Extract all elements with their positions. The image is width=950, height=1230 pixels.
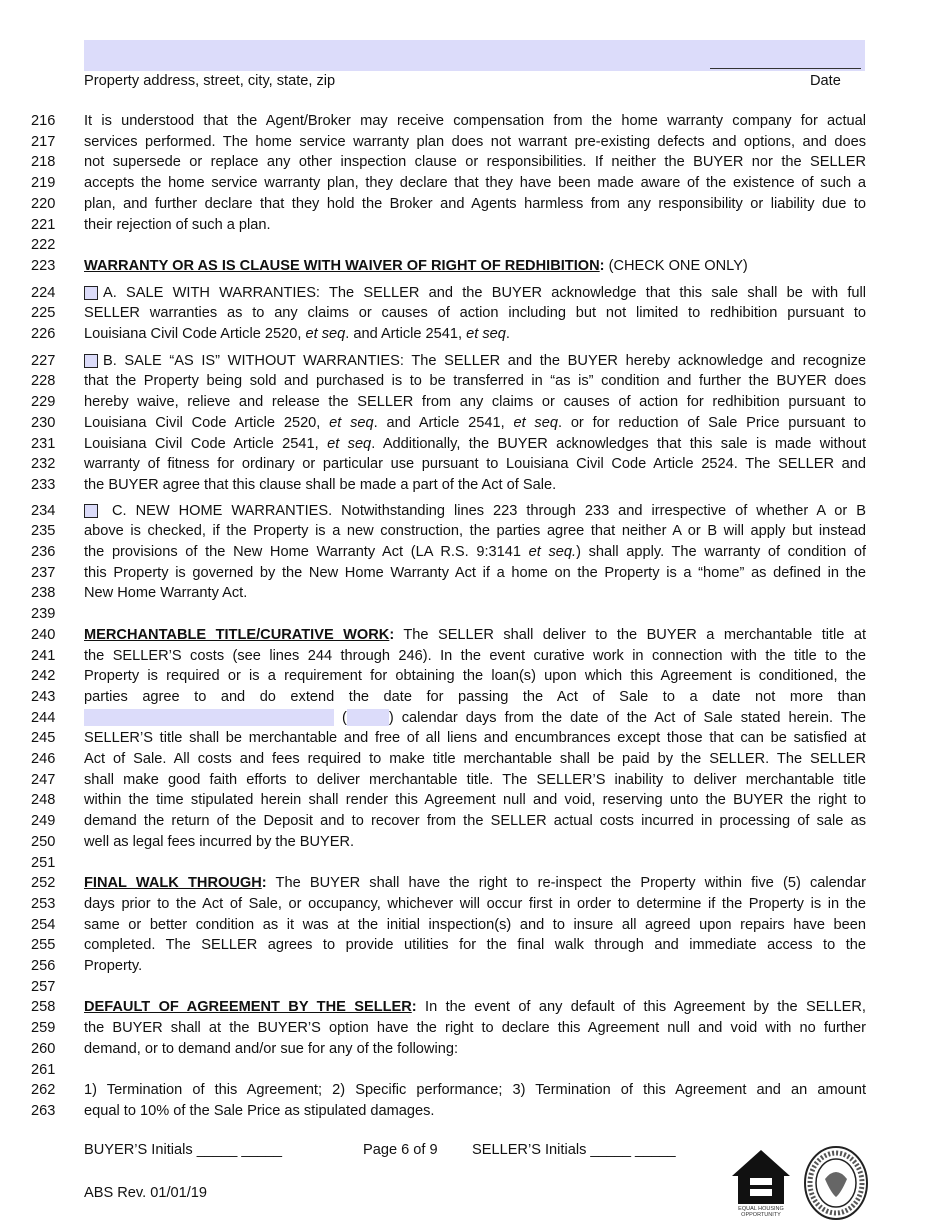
document-line: [0, 749, 950, 769]
line-number: 249: [31, 813, 56, 830]
document-line: [0, 625, 950, 645]
line-text: [84, 283, 866, 303]
document-line: [0, 956, 950, 976]
document-line: [0, 324, 950, 344]
line-number: 252: [31, 875, 56, 892]
line-number: 224: [31, 284, 56, 301]
line-text: [84, 935, 866, 955]
text-segment: not supersede or replace any other inspection clause or responsibilities. If neither the BUYER nor the SELLER: [84, 154, 866, 171]
document-line: [0, 646, 950, 666]
text-segment: demand the return of the Deposit and to recover from the SELLER actual costs incurred in processing of sale as: [84, 813, 866, 830]
line-text: [84, 152, 866, 172]
text-segment: warranty of fitness for ordinary or particular use pursuant to Louisiana Civil Code Article 2524. The SELLER and: [84, 456, 866, 473]
line-number: 263: [31, 1102, 56, 1119]
checkbox-warranty-a[interactable]: [84, 286, 98, 300]
text-segment: (CHECK ONE ONLY): [604, 257, 748, 274]
line-text: [84, 215, 866, 235]
date-field-line[interactable]: [710, 68, 861, 69]
line-text: [84, 770, 866, 790]
text-segment: SELLER’S title shall be merchantable and free of all liens and encumbrances except those that can be satisfied at: [84, 730, 866, 747]
document-line: [0, 666, 950, 686]
section-heading: DEFAULT OF AGREEMENT BY THE SELLER: [84, 999, 412, 1016]
line-number: 229: [31, 394, 56, 411]
text-segment: Property.: [84, 958, 143, 974]
text-segment: that the Property being sold and purchased is to be transferred in “as is” condition and further the BUYER does: [84, 373, 866, 390]
text-segment: .: [505, 326, 510, 342]
line-number: 257: [31, 978, 56, 995]
text-segment: the SELLER’S costs (see lines 244 through 246). In the event curative work in connection with the title to the: [84, 647, 866, 664]
document-line: [0, 475, 950, 495]
line-text: [84, 977, 866, 997]
document-line: [0, 770, 950, 790]
document-line: [0, 152, 950, 172]
text-segment: :: [411, 999, 417, 1016]
line-number: 244: [31, 709, 56, 726]
curative-date-field[interactable]: [84, 709, 334, 726]
document-line: [0, 853, 950, 873]
text-segment: :: [599, 257, 605, 274]
document-line: [0, 1039, 950, 1059]
line-text: ( ) calendar days from the date of the Act of Sale stated herein. The: [84, 708, 866, 728]
text-segment: et seq: [305, 326, 346, 342]
document-line: [0, 413, 950, 433]
text-segment: A. SALE WITH WARRANTIES: The SELLER and the BUYER acknowledge that this sale shall be with full: [103, 284, 866, 301]
text-segment: Act of Sale. All costs and fees required to make title merchantable shall be paid by the SELLER. The SELLER: [84, 751, 866, 767]
line-number: 227: [31, 352, 56, 369]
line-number: 235: [31, 523, 56, 540]
line-text: [84, 501, 866, 521]
document-line: [0, 790, 950, 810]
line-text: [84, 915, 866, 935]
line-number: 254: [31, 916, 56, 933]
document-line: [0, 392, 950, 412]
line-number: 247: [31, 771, 56, 788]
line-text: [84, 687, 866, 707]
text-segment: . and Article 2541,: [373, 414, 514, 431]
line-text: [84, 111, 866, 131]
line-number: 234: [31, 502, 56, 519]
property-address-label: Property address, street, city, state, zip: [84, 73, 336, 89]
document-line: [0, 256, 950, 276]
line-number: 246: [31, 751, 56, 767]
line-text: [84, 1101, 866, 1121]
line-text: [84, 132, 866, 152]
line-text: [84, 256, 866, 276]
line-number: 261: [31, 1061, 56, 1078]
document-line: [0, 935, 950, 955]
text-segment: SELLER warranties as to any claims or causes of action including but not limited to redhibition pursuant to: [84, 305, 866, 322]
line-number: 226: [31, 326, 56, 342]
text-segment: above is checked, if the Property is a new construction, the parties agree that neither A or B will apply but instead: [84, 523, 866, 540]
document-line: [0, 371, 950, 391]
document-line: [0, 1060, 950, 1080]
document-line: [0, 687, 950, 707]
line-number: 259: [31, 1020, 56, 1037]
line-text: [84, 303, 866, 323]
line-number: 253: [31, 895, 56, 912]
section-heading: FINAL WALK THROUGH: [84, 875, 262, 892]
equal-housing-opportunity-logo: [730, 1148, 792, 1218]
document-line: [0, 604, 950, 624]
document-line: [0, 708, 950, 728]
line-text: [84, 604, 866, 624]
document-line: [0, 501, 950, 521]
line-text: [84, 454, 866, 474]
line-text: [84, 563, 866, 583]
line-text: [84, 873, 866, 893]
document-line: [0, 563, 950, 583]
line-number: 230: [31, 414, 56, 431]
text-segment: same or better condition as it was at the initial inspection(s) and to insure all agreed upon repairs have been: [84, 916, 866, 933]
text-segment: The BUYER shall have the right to re-inspect the Property within five (5) calendar: [266, 875, 866, 892]
line-text: [84, 351, 866, 371]
line-number: 240: [31, 626, 56, 643]
line-text: [84, 583, 866, 603]
line-text: [84, 790, 866, 810]
text-segment: parties agree to and do extend the date for passing the Act of Sale to a date not more than: [84, 688, 866, 705]
line-text: [84, 853, 866, 873]
text-segment: well as legal fees incurred by the BUYER.: [84, 833, 355, 850]
line-text: [84, 235, 866, 255]
line-text: [84, 646, 866, 666]
text-segment: completed. The SELLER agrees to provide utilities for the final walk through and immediate access to the: [84, 937, 866, 954]
line-number: 251: [31, 854, 56, 871]
line-text: [84, 475, 866, 495]
text-segment: C. NEW HOME WARRANTIES. Notwithstanding lines 223 through 233 and irrespective of whether A or B: [103, 502, 866, 519]
line-number: 248: [31, 792, 56, 809]
text-segment: In the event of any default of this Agreement by the SELLER,: [416, 999, 866, 1016]
revision-label: ABS Rev. 01/01/19: [84, 1185, 208, 1201]
text-segment: et seq: [513, 414, 558, 431]
line-text: [84, 666, 866, 686]
date-label: Date: [810, 73, 841, 89]
line-text: [84, 956, 866, 976]
line-number: 236: [31, 544, 56, 560]
line-text: [84, 194, 866, 214]
line-number: 256: [31, 958, 56, 974]
text-segment: et seq: [327, 435, 372, 452]
text-segment: the BUYER shall at the BUYER’S option have the right to declare this Agreement null and void with no further: [84, 1020, 866, 1037]
line-number: 238: [31, 585, 56, 602]
line-number: 222: [31, 237, 56, 254]
text-segment: The SELLER shall deliver to the BUYER a merchantable title at: [394, 626, 866, 643]
document-line: [0, 283, 950, 303]
line-text: [84, 1060, 866, 1080]
text-segment: et seq: [466, 326, 506, 342]
document-line: [0, 542, 950, 562]
svg-text:OPPORTUNITY: OPPORTUNITY: [741, 1212, 781, 1218]
line-number: 219: [31, 175, 56, 192]
line-number: 228: [31, 373, 56, 390]
line-text: [84, 894, 866, 914]
text-segment: Louisiana Civil Code Article 2520,: [84, 326, 306, 342]
text-segment: Louisiana Civil Code Article 2541,: [84, 435, 328, 452]
document-line: [0, 132, 950, 152]
text-segment: :: [389, 626, 395, 643]
line-number: 233: [31, 476, 56, 493]
line-text: [84, 413, 866, 433]
text-segment: plan, and further declare that they hold the Broker and Agents harmless from any responsibility or liability due to: [84, 195, 866, 212]
property-address-field[interactable]: [84, 40, 865, 71]
document-line: [0, 583, 950, 603]
text-segment: this Property is governed by the New Home Warranty Act if a home on the Property is a “home” as defined in the: [84, 564, 866, 581]
document-line: [0, 1080, 950, 1100]
line-number: 216: [31, 113, 56, 129]
document-line: [0, 728, 950, 748]
document-line: [0, 521, 950, 541]
line-number: 232: [31, 456, 56, 473]
line-number: 223: [31, 257, 56, 274]
text-segment: the BUYER agree that this clause shall be made a part of the Act of Sale.: [84, 476, 557, 493]
document-line: [0, 111, 950, 131]
text-segment: shall make good faith efforts to deliver merchantable title. The SELLER’S inability to deliver merchantable title: [84, 771, 866, 788]
checkbox-warranty-c[interactable]: [84, 504, 98, 518]
document-line: [0, 303, 950, 323]
text-segment: hereby waive, relieve and release the SELLER from any claims or causes of action for redhibition pursuant to: [84, 394, 866, 411]
line-text: [84, 371, 866, 391]
document-line: [0, 873, 950, 893]
line-number: 258: [31, 999, 56, 1016]
text-segment: services performed. The home service warranty plan does not warrant pre-existing defects and options, and does: [84, 133, 866, 150]
text-segment: days prior to the Act of Sale, or occupancy, whichever will occur first in order to determine if the Property is in the: [84, 895, 866, 912]
line-number: 243: [31, 688, 56, 705]
line-text: [84, 434, 866, 454]
section-heading: WARRANTY OR AS IS CLAUSE WITH WAIVER OF RIGHT OF REDHIBITION: [84, 257, 600, 274]
checkbox-warranty-b[interactable]: [84, 354, 98, 368]
text-segment: equal to 10% of the Sale Price as stipulated damages.: [84, 1102, 435, 1119]
text-segment: . and Article 2541,: [345, 326, 467, 342]
line-number: 217: [31, 133, 56, 150]
document-line: [0, 811, 950, 831]
buyer-initials[interactable]: BUYER’S Initials _____ _____: [84, 1142, 282, 1158]
text-segment: Property is required or is a requirement for obtaining the loan(s) upon which this Agreement is conditioned, the: [84, 668, 866, 685]
text-segment: Louisiana Civil Code Article 2520,: [84, 414, 330, 431]
document-line: [0, 173, 950, 193]
louisiana-real-estate-commission-seal: [803, 1145, 869, 1221]
document-line: [0, 894, 950, 914]
text-segment: et seq: [329, 414, 374, 431]
text-segment: ) calendar days from the date of the Act of Sale stated herein. The: [388, 709, 866, 726]
line-number: 260: [31, 1040, 56, 1057]
line-text: [84, 749, 866, 769]
text-segment: demand, or to demand and/or sue for any of the following:: [84, 1040, 458, 1057]
document-line: [0, 434, 950, 454]
line-number: 262: [31, 1082, 56, 1099]
text-segment: et seq.: [528, 544, 577, 560]
line-text: [84, 625, 866, 645]
section-heading: MERCHANTABLE TITLE/CURATIVE WORK: [84, 626, 390, 643]
text-segment: within the time stipulated herein shall render this Agreement null and void, reserving unto the BUYER the right to: [84, 792, 866, 809]
line-number: 242: [31, 668, 56, 685]
line-text: [84, 521, 866, 541]
text-segment: 1) Termination of this Agreement; 2) Specific performance; 3) Termination of this Agreement and an amount: [84, 1082, 866, 1099]
line-number: 225: [31, 305, 56, 322]
document-line: [0, 351, 950, 371]
line-number: 245: [31, 730, 56, 747]
line-number: 218: [31, 154, 56, 171]
line-text: [84, 173, 866, 193]
line-number: 237: [31, 564, 56, 581]
text-segment: B. SALE “AS IS” WITHOUT WARRANTIES: The SELLER and the BUYER hereby acknowledge and recognize: [103, 352, 866, 369]
line-number: 221: [31, 216, 56, 233]
text-segment: their rejection of such a plan.: [84, 216, 271, 233]
document-line: [0, 1101, 950, 1121]
line-text: [84, 1018, 866, 1038]
line-number: 255: [31, 937, 56, 954]
page-number: Page 6 of 9: [363, 1142, 438, 1158]
line-text: [84, 832, 866, 852]
document-line: [0, 915, 950, 935]
line-text: [84, 392, 866, 412]
line-number: 241: [31, 647, 56, 664]
line-text: [84, 1080, 866, 1100]
text-segment: . Additionally, the BUYER acknowledges that this sale is made without: [371, 435, 866, 452]
text-segment: New Home Warranty Act.: [84, 585, 248, 602]
line-number: 220: [31, 195, 56, 212]
text-segment: accepts the home service warranty plan, they declare that they have been made aware of the existence of such a: [84, 175, 866, 192]
line-number: 231: [31, 435, 56, 452]
document-line: [0, 215, 950, 235]
text-segment: the provisions of the New Home Warranty Act (LA R.S. 9:3141: [84, 544, 529, 560]
document-line: [0, 235, 950, 255]
line-text: [84, 997, 866, 1017]
line-text: [84, 542, 866, 562]
document-line: [0, 194, 950, 214]
document-line: [0, 1018, 950, 1038]
line-text: [84, 1039, 866, 1059]
document-line: [0, 832, 950, 852]
line-text: [84, 811, 866, 831]
text-segment: ) shall apply. The warranty of condition of: [576, 544, 866, 560]
line-text: [84, 728, 866, 748]
text-segment: . or for reduction of Sale Price pursuant to: [557, 414, 866, 431]
document-line: [0, 454, 950, 474]
line-text: [84, 324, 866, 344]
seller-initials[interactable]: SELLER’S Initials _____ _____: [472, 1142, 676, 1158]
text-segment: :: [261, 875, 267, 892]
line-number: 239: [31, 606, 56, 623]
calendar-days-field[interactable]: [347, 709, 389, 726]
document-line: [0, 997, 950, 1017]
document-line: [0, 977, 950, 997]
svg-text:EQUAL HOUSING: EQUAL HOUSING: [738, 1206, 784, 1212]
line-number: 250: [31, 833, 56, 850]
text-segment: It is understood that the Agent/Broker may receive compensation from the home warranty company for actual: [84, 113, 866, 129]
